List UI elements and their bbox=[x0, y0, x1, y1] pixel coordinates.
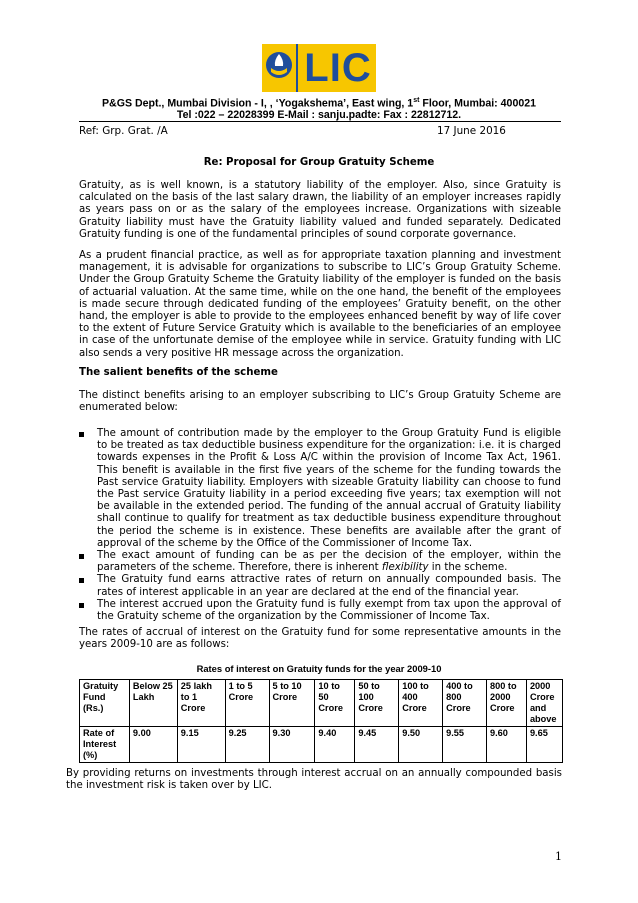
logo-text: LIC bbox=[304, 46, 372, 90]
bullet-icon bbox=[79, 578, 84, 583]
table-cell: 5 to 10 Crore bbox=[269, 680, 315, 727]
table-cell: 9.40 bbox=[315, 727, 355, 763]
bullet-icon bbox=[79, 432, 84, 437]
table-cell: 9.60 bbox=[487, 727, 527, 763]
table-row bbox=[80, 680, 563, 727]
table-cell: 9.00 bbox=[129, 727, 177, 763]
table-cell: 1 to 5 Crore bbox=[225, 680, 269, 727]
subject-line: Re: Proposal for Group Gratuity Scheme bbox=[203, 157, 435, 168]
table-cell: 9.25 bbox=[225, 727, 269, 763]
table-cell: 9.55 bbox=[443, 727, 487, 763]
table-cell: 50 to 100 Crore bbox=[355, 680, 399, 727]
table-cell: 9.50 bbox=[399, 727, 443, 763]
list-item: The interest accrued upon the Gratuity fund is fully exempt from tax upon the approval of the Gratuity scheme of the organization by the Commissioner of Income Tax. bbox=[79, 599, 561, 623]
table-cell: 9.45 bbox=[355, 727, 399, 763]
table-cell: 100 to 400 Crore bbox=[399, 680, 443, 727]
table-cell: 25 lakh to 1 Crore bbox=[177, 680, 225, 727]
table-cell: 800 to 2000 Crore bbox=[487, 680, 527, 727]
bullet-icon bbox=[79, 554, 84, 559]
reference: Ref: Grp. Grat. /A bbox=[79, 125, 168, 137]
paragraph-rates-intro: The rates of accrual of interest on the Gratuity fund for some representative amounts in the years 2009-10 are as follows: bbox=[79, 627, 561, 651]
table-cell: 400 to 800 Crore bbox=[443, 680, 487, 727]
address-line: P&GS Dept., Mumbai Division - I, , ‘Yogakshema’, East wing, 1st Floor, Mumbai: 400021 bbox=[101, 97, 537, 110]
list-item: The Gratuity fund earns attractive rates of return on annually compounded basis. The rates of interest applicable in an year are declared at the end of the financial year. bbox=[79, 574, 561, 598]
table-cell: 9.65 bbox=[526, 727, 562, 763]
closing-paragraph: By providing returns on investments through interest accrual on an annually compounded basis the investment risk is taken over by LIC. bbox=[66, 768, 562, 792]
paragraph-benefits-intro: The distinct benefits arising to an employer subscribing to LIC’s Group Gratuity Scheme are enumerated below: bbox=[79, 390, 561, 414]
row-header: Rate of Interest (%) bbox=[80, 727, 130, 763]
letter-date: 17 June 2016 bbox=[437, 125, 506, 137]
table-cell: 2000 Crore and above bbox=[526, 680, 562, 727]
contact-line: Tel :022 – 22028399 E-Mail : sanju.padte: Fax : 22812712. bbox=[176, 109, 462, 121]
header-rule bbox=[79, 121, 561, 122]
table-cell: 9.30 bbox=[269, 727, 315, 763]
table-row bbox=[80, 727, 563, 763]
table-cell: Below 25 Lakh bbox=[129, 680, 177, 727]
table-cell: 9.15 bbox=[177, 727, 225, 763]
section-heading: The salient benefits of the scheme bbox=[79, 367, 278, 378]
paragraph-intro: Gratuity, as is well known, is a statutory liability of the employer. Also, since Gratuity is calculated on the basis of the last salary drawn, the liability of an employer increases rapidly as years pass on or as the salary of the employees increase. Organizations with sizeable Gratuity liability must have the Gratuity liability valued and funded separately. Dedicated Gratuity funding is one of the fundamental principles of sound corporate governance. bbox=[79, 180, 561, 240]
table-cell: 10 to 50 Crore bbox=[315, 680, 355, 727]
bullet-icon bbox=[79, 603, 84, 608]
list-item: The amount of contribution made by the employer to the Group Gratuity Fund is eligible to be treated as tax deductible business expenditure for the organization: i.e. it is charged towards expenses in the Profit & Loss A/C within the provision of Income Tax Act, 1961. This benefit is available in the first five years of the scheme for the funding towards the Past service Gratuity liability. Employers with sizeable Gratuity liability can choose to fund the Past service Gratuity liability in a period exceeding five years; tax exemption will not be available in the extended period. The funding of the annual accrual of Gratuity liability shall continue to qualify for treatment as tax deductible business expenditure throughout the period the scheme is in existence. These benefits are available after the grant of approval of the scheme by the Office of the Commissioner of Income Tax. bbox=[79, 428, 561, 550]
lic-logo bbox=[262, 44, 376, 92]
row-header: Gratuity Fund (Rs.) bbox=[80, 680, 130, 727]
address-sup: st bbox=[413, 97, 420, 104]
paragraph-prudent-practice: As a prudent financial practice, as well as for appropriate taxation planning and investment management, it is advisable for organizations to subscribe to LIC’s Group Gratuity Scheme. Under the Group Gratuity Scheme the Gratuity liability of the employer is funded on the basis of actuarial valuation. At the same time, while on the one hand, the benefit of the employees is made secure through dedicated funding of the employees’ Gratuity benefit, on the other hand, the employer is able to provide to the employees enhanced benefit by way of life cover to the extent of Future Service Gratuity which is available to the beneficiaries of an employee in case of the unfortunate demise of the employee while in service. Gratuity funding with LIC also sends a very positive HR message across the organization. bbox=[79, 250, 561, 359]
table-title: Rates of interest on Gratuity funds for the year 2009-10 bbox=[196, 663, 442, 674]
list-item: The exact amount of funding can be as per the decision of the employer, within the parameters of the scheme. Therefore, there is inherent flexibility in the scheme. bbox=[79, 550, 561, 574]
benefits-list bbox=[79, 428, 561, 623]
interest-rates-table bbox=[79, 679, 563, 763]
page-number: 1 bbox=[555, 850, 562, 863]
